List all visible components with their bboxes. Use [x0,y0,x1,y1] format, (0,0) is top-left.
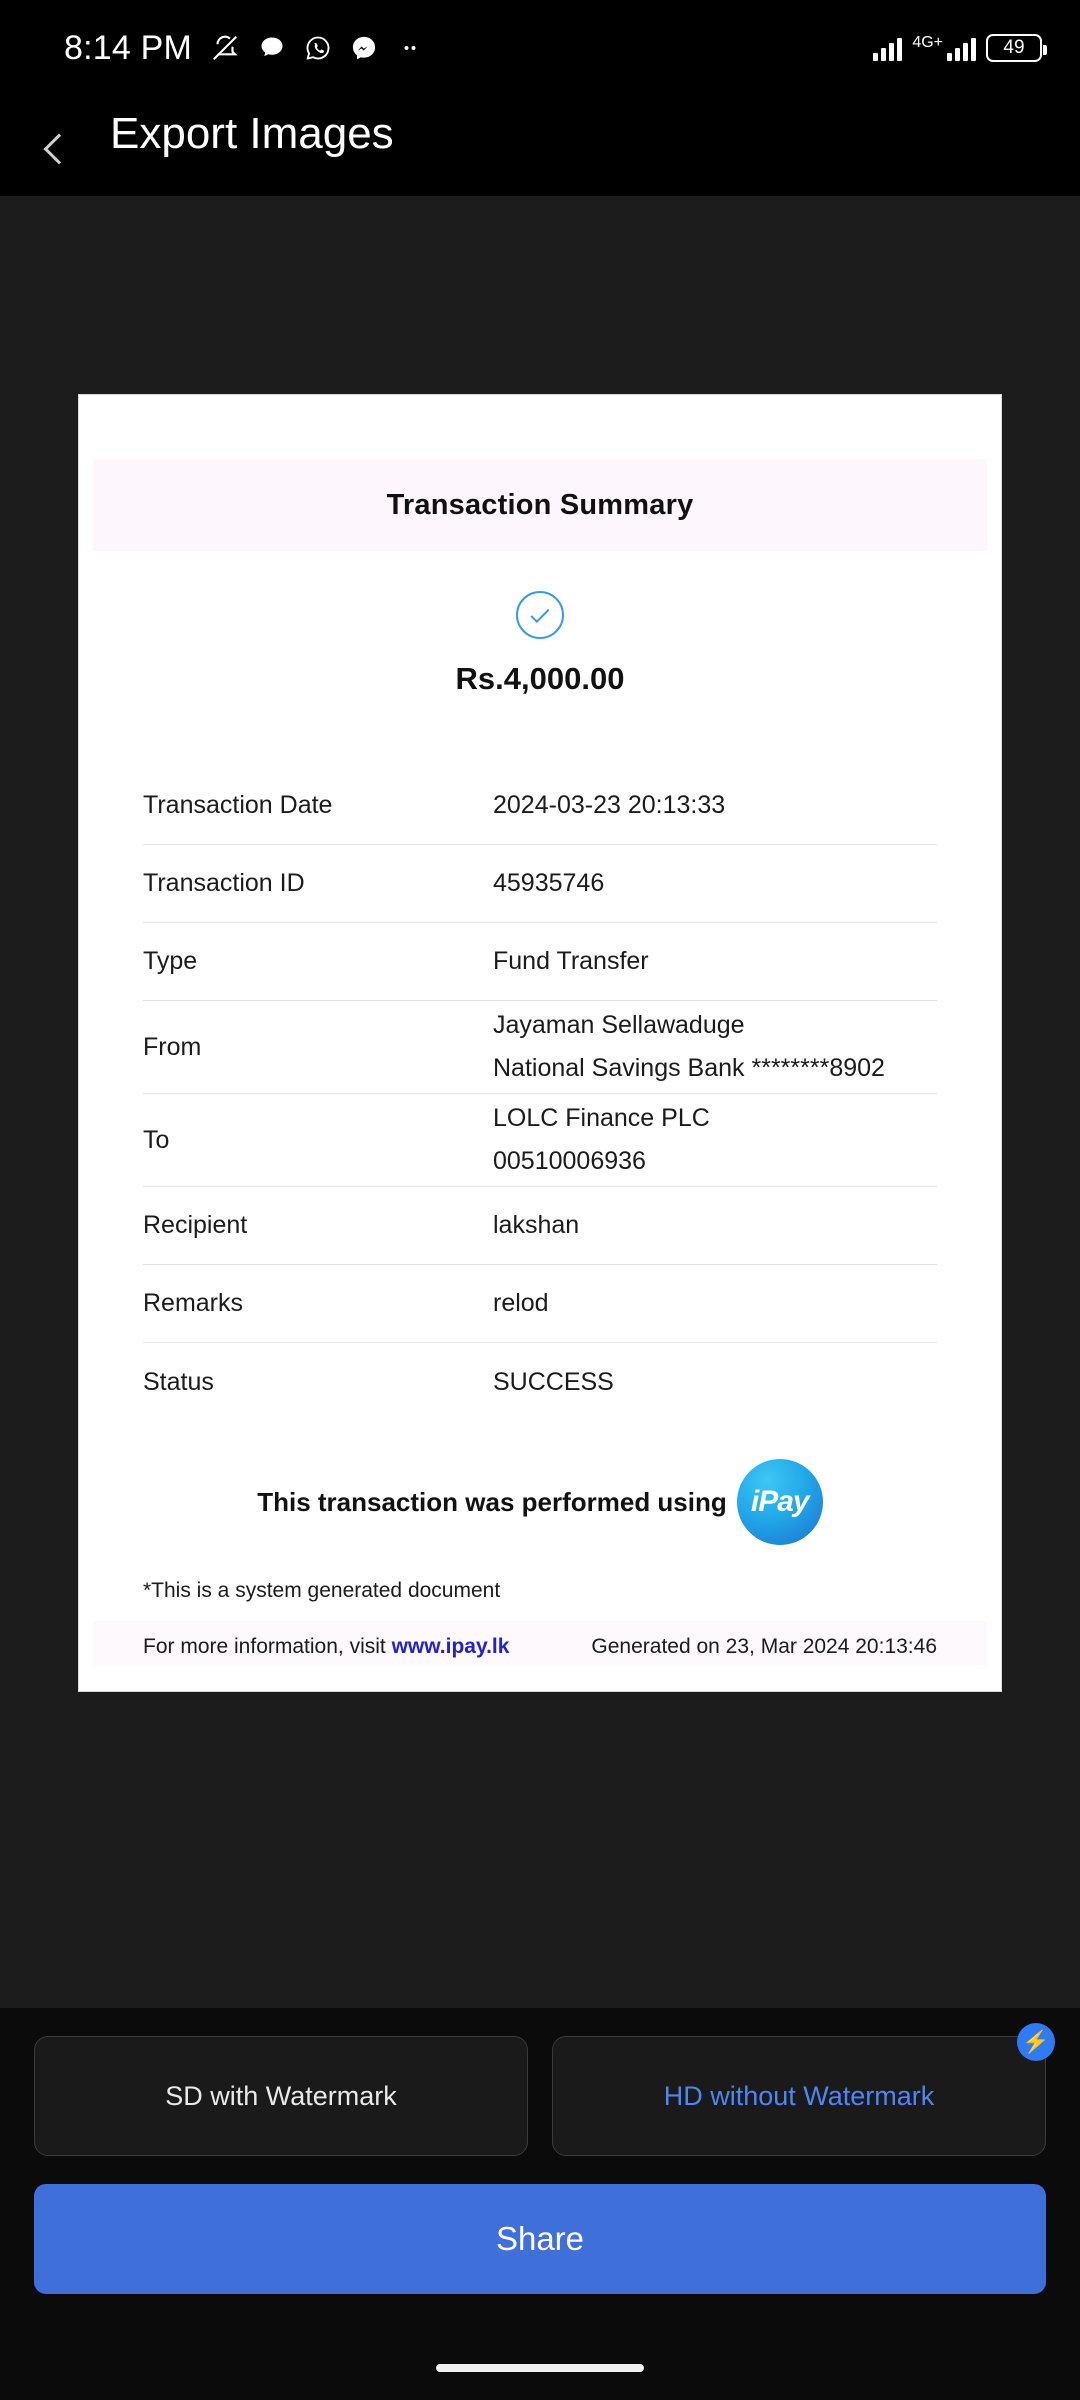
row-value [493,1211,937,1240]
row-value-line: lakshan [493,1211,580,1239]
navigation-bar [0,2336,1080,2400]
app-bar [0,96,1080,196]
more-info-text [143,1635,509,1659]
status-bar-left [64,29,424,68]
row-value-line: Jayaman Sellawaduge [493,1011,745,1039]
row-value-line: relod [493,1289,549,1317]
home-indicator[interactable] [436,2364,644,2372]
table-row [143,1094,937,1187]
network-label: 4G+ [912,34,943,51]
row-value-line: LOLC Finance PLC [493,1104,710,1132]
messenger-icon [350,34,378,62]
back-button[interactable] [0,102,110,196]
export-options-panel [0,2008,1080,2336]
row-label: Transaction Date [143,791,333,819]
hd-label: HD without Watermark [663,2080,935,2111]
status-bar [0,0,1080,96]
more-icon [396,34,424,62]
battery-level: 49 [1003,37,1025,58]
preview-area [0,196,1080,2008]
row-label: Type [143,947,198,975]
receipt-body [93,459,987,1675]
generated-on-text: Generated on 23, Mar 2024 20:13:46 [591,1635,937,1658]
row-label: To [143,1125,170,1154]
receipt-card [78,394,1002,1692]
ipay-website-link[interactable]: www.ipay.lk [391,1635,510,1658]
signal-icon [873,35,902,61]
transaction-details-table [93,767,987,1421]
table-row [143,767,937,845]
receipt-header [93,459,987,551]
row-value [493,1011,937,1083]
quality-options [34,2029,1050,2156]
more-info-prefix: For more information, visit [143,1635,392,1658]
row-label: Recipient [143,1211,248,1239]
table-row [143,845,937,923]
network-type-indicator [912,35,976,61]
table-row [143,1001,937,1094]
receipt-footer [93,1621,987,1665]
table-row [143,1265,937,1343]
share-button[interactable]: Share [34,2184,1046,2294]
premium-bolt-icon: ⚡ [1017,2023,1055,2061]
ipay-logo-icon: iPay [737,1459,823,1545]
row-value [493,947,937,976]
row-label: From [143,1032,202,1061]
status-bar-right [873,34,1042,62]
row-label: Status [143,1367,214,1396]
signal-icon-secondary [947,35,976,61]
whatsapp-icon [304,34,332,62]
check-mark [530,603,549,622]
chat-icon [258,34,286,62]
performed-using-row [93,1459,987,1545]
mute-icon [210,33,240,63]
sd-with-watermark-button[interactable]: SD with Watermark [34,2036,528,2156]
row-value-line: 00510006936 [493,1147,646,1175]
hd-without-watermark-button[interactable] [552,2029,1050,2156]
row-value [493,1368,937,1397]
page-title: Export Images [110,109,394,158]
row-label: Remarks [143,1289,244,1317]
back-arrow-icon [43,133,74,164]
row-label: Transaction ID [143,869,305,897]
table-row [143,1343,937,1421]
status-time: 8:14 PM [64,28,193,67]
row-value-line: 45935746 [493,869,605,897]
battery-icon [986,34,1042,62]
row-value-line: 2024-03-23 20:13:33 [493,791,726,819]
row-value [493,1289,937,1318]
transaction-amount: Rs.4,000.00 [455,661,625,696]
row-value [493,791,937,820]
table-row [143,1187,937,1265]
row-value-line: SUCCESS [493,1367,614,1396]
row-value [493,869,937,898]
row-value [493,1104,937,1176]
performed-using-text: This transaction was performed using [257,1486,727,1517]
receipt-title: Transaction Summary [386,488,694,521]
system-generated-note: *This is a system generated document [143,1579,501,1602]
row-value-line: Fund Transfer [493,947,649,975]
success-check-icon [93,591,987,639]
table-row [143,923,937,1001]
row-value-line: National Savings Bank ********8902 [493,1054,885,1082]
check-circle [516,591,564,639]
